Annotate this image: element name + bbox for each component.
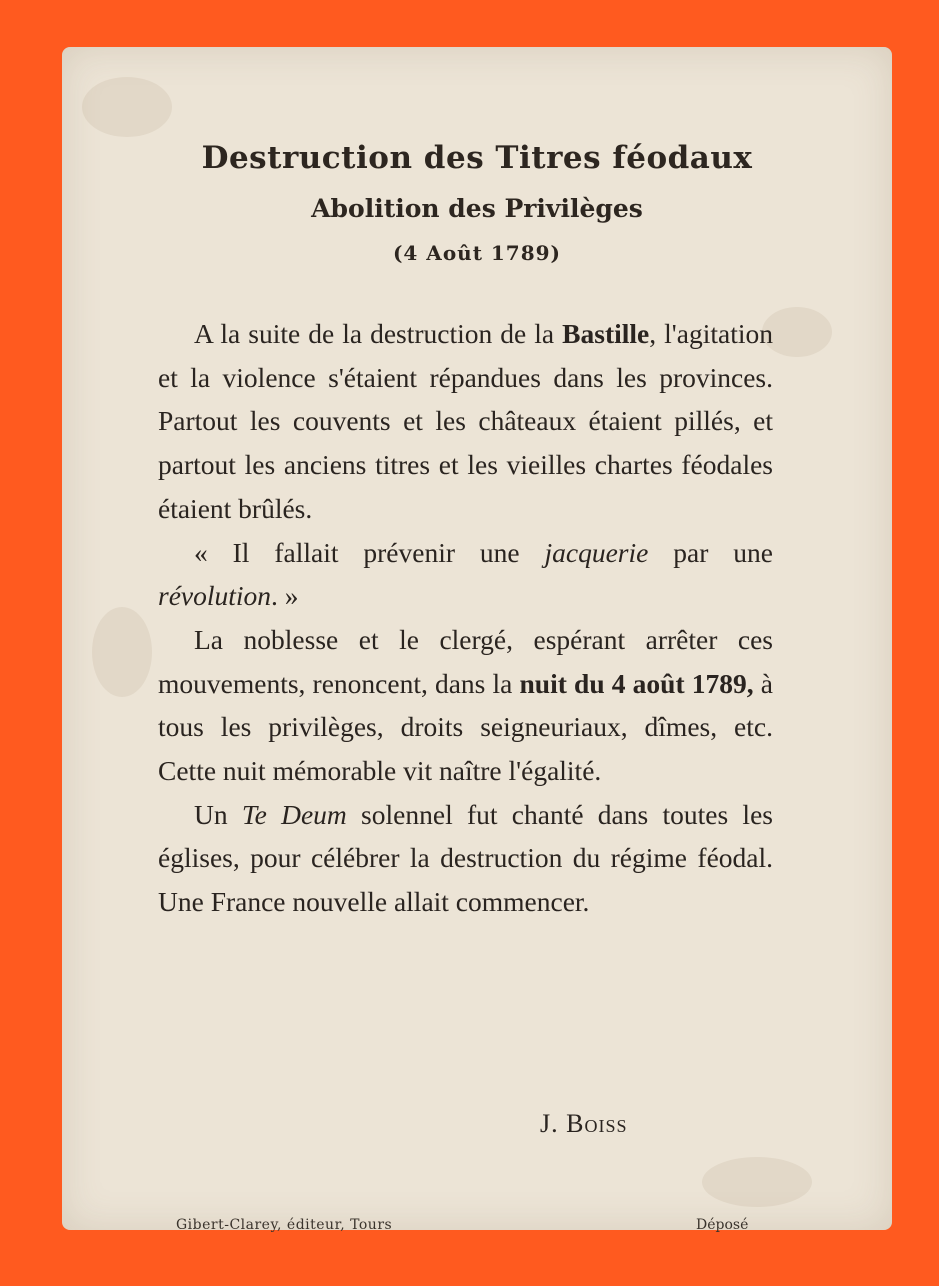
paragraph-te-deum: Un Te Deum solennel fut chanté dans toutes les églises, pour célébrer la destruction du régime féodal. Une France nouvelle allait commencer.: [158, 798, 773, 918]
depose-mark: Déposé: [696, 1217, 749, 1233]
paragraph-bastille: A la suite de la destruction de la Bastille, l'agitation et la violence s'étaient répandues dans les provinces. Partout les couvents et les châteaux étaient pillés, et partout les anciens titres et les vieilles chartes féodales étaient brûlés.: [158, 318, 773, 524]
card-title: Destruction des Titres féodaux: [201, 140, 753, 176]
card-date: (4 Août 1789): [392, 241, 562, 265]
paragraph-quote: « Il fallait prévenir une jacquerie par une révolution. »: [158, 536, 773, 612]
paragraph-nuit: La noblesse et le clergé, espérant arrêter ces mouvements, renoncent, dans la nuit du 4 août 1789, à tous les privilèges, droits seigneuriaux, dîmes, etc. Cette nuit mémorable vit naître l'égalité.: [158, 623, 773, 787]
paper-stain: [92, 607, 152, 697]
card-subtitle: Abolition des Privilèges: [311, 194, 643, 223]
paper-stain: [702, 1157, 812, 1207]
history-card: [62, 47, 892, 1233]
author-signature: J. Boiss: [540, 1109, 628, 1138]
paper-stain: [82, 77, 172, 137]
publisher-imprint: Gibert-Clarey, éditeur, Tours: [176, 1217, 393, 1233]
card-body: [158, 312, 773, 924]
